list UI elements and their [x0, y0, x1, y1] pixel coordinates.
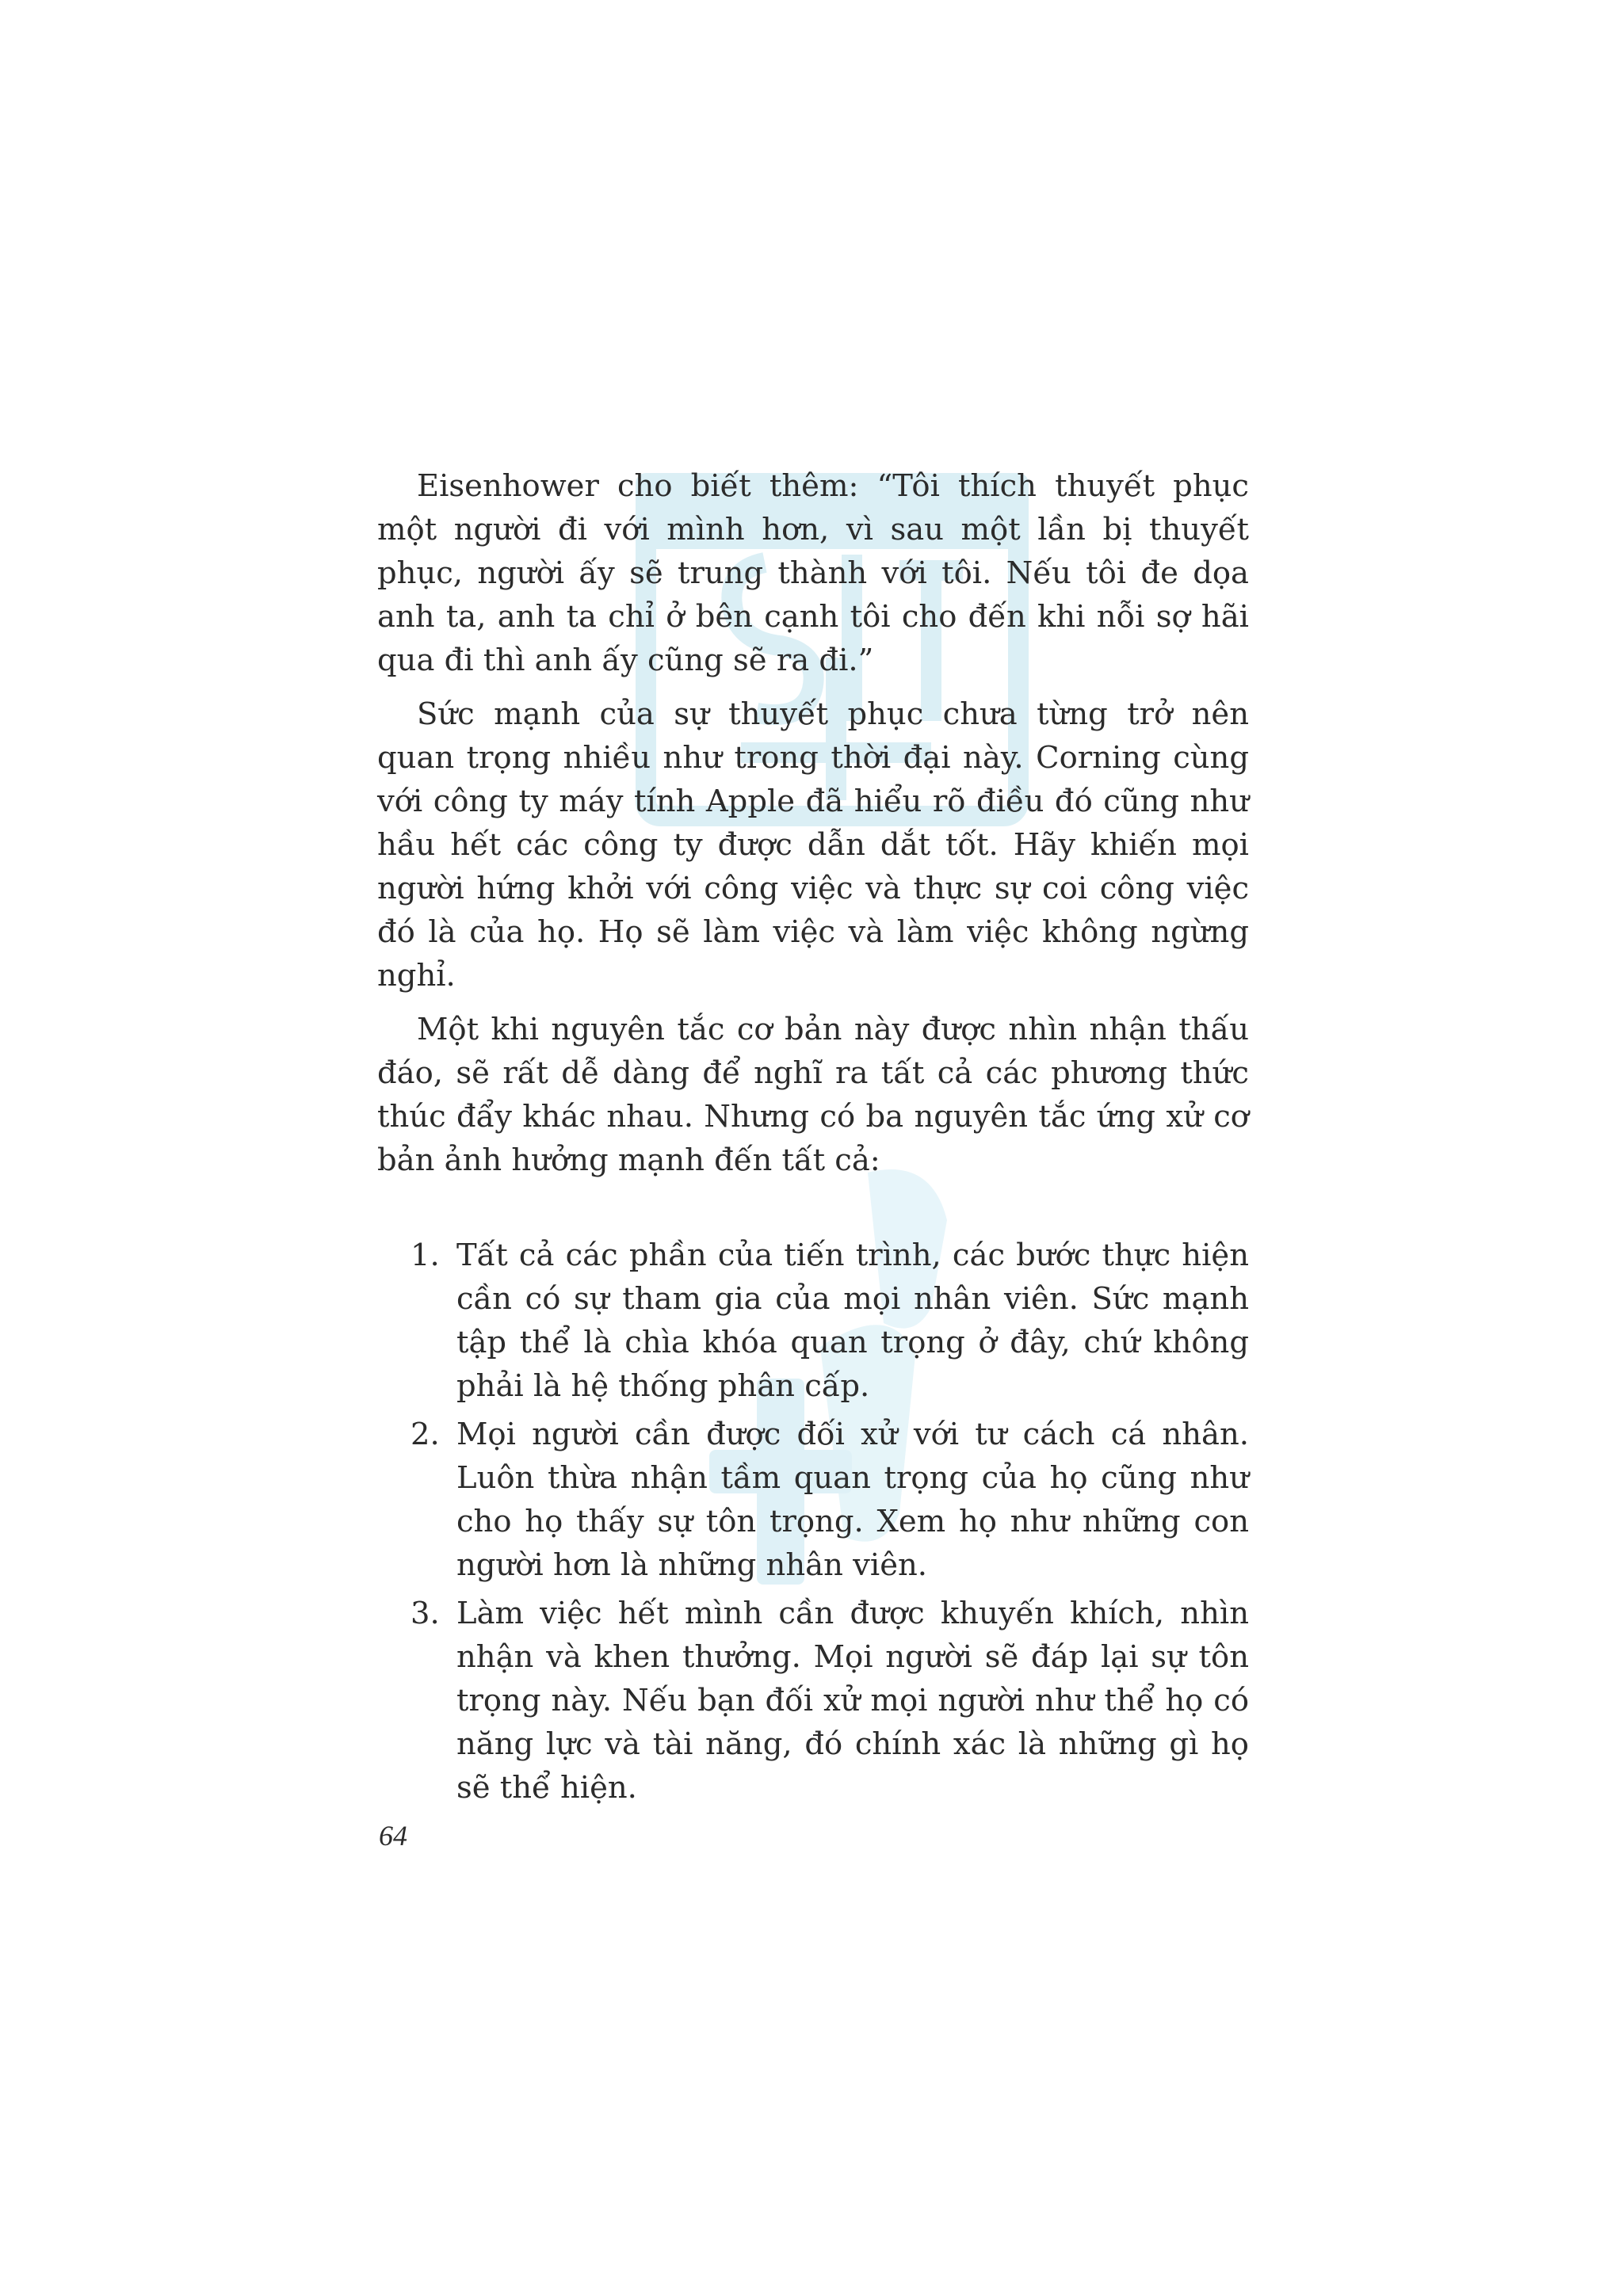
paragraph-three-principles-intro: Một khi nguyên tắc cơ bản này được nhìn nhận thấu đáo, sẽ rất dễ dàng để nghĩ ra tất cả các phương thức thúc đẩy khác nhau. Nhưng có ba nguyên tắc ứng xử cơ bản ảnh hưởng mạnh đến tất cả:	[377, 1012, 1249, 1178]
list-item-number: 2.	[411, 1417, 440, 1452]
page-body	[377, 464, 1249, 1814]
principles-list	[377, 1234, 1249, 1810]
list-item-text: Tất cả các phần của tiến trình, các bước thực hiện cần có sự tham gia của mọi nhân viên. Sức mạnh tập thể là chìa khóa quan trọng ở đây, chứ không phải là hệ thống phân cấp.	[456, 1238, 1249, 1404]
list-item	[377, 1592, 1249, 1810]
list-item-text: Mọi người cần được đối xử với tư cách cá nhân. Luôn thừa nhận tầm quan trọng của họ cũng như cho họ thấy sự tôn trọng. Xem họ như những con người hơn là những nhân viên.	[456, 1417, 1249, 1583]
list-item-number: 3.	[411, 1596, 440, 1631]
list-item	[377, 1234, 1249, 1408]
page-number: 64	[379, 1820, 407, 1852]
paragraph-eisenhower-quote: Eisenhower cho biết thêm: “Tôi thích thuyết phục một người đi với mình hơn, vì sau một lần bị thuyết phục, người ấy sẽ trung thành với tôi. Nếu tôi đe dọa anh ta, anh ta chỉ ở bên cạnh tôi cho đến khi nỗi sợ hãi qua đi thì anh ấy cũng sẽ ra đi.”	[377, 468, 1249, 678]
list-item	[377, 1413, 1249, 1587]
list-item-text: Làm việc hết mình cần được khuyến khích, nhìn nhận và khen thưởng. Mọi người sẽ đáp lại sự tôn trọng này. Nếu bạn đối xử mọi người như thể họ có năng lực và tài năng, đó chính xác là những gì họ sẽ thể hiện.	[456, 1596, 1249, 1806]
list-item-number: 1.	[411, 1238, 440, 1273]
paragraph-persuasion-power: Sức mạnh của sự thuyết phục chưa từng trở nên quan trọng nhiều như trong thời đại này. Corning cùng với công ty máy tính Apple đã hiểu rõ điều đó cũng như hầu hết các công ty được dẫn dắt tốt. Hãy khiến mọi người hứng khởi với công việc và thực sự coi công việc đó là của họ. Họ sẽ làm việc và làm việc không ngừng nghỉ.	[377, 696, 1249, 994]
list-spacer	[377, 1192, 1249, 1234]
